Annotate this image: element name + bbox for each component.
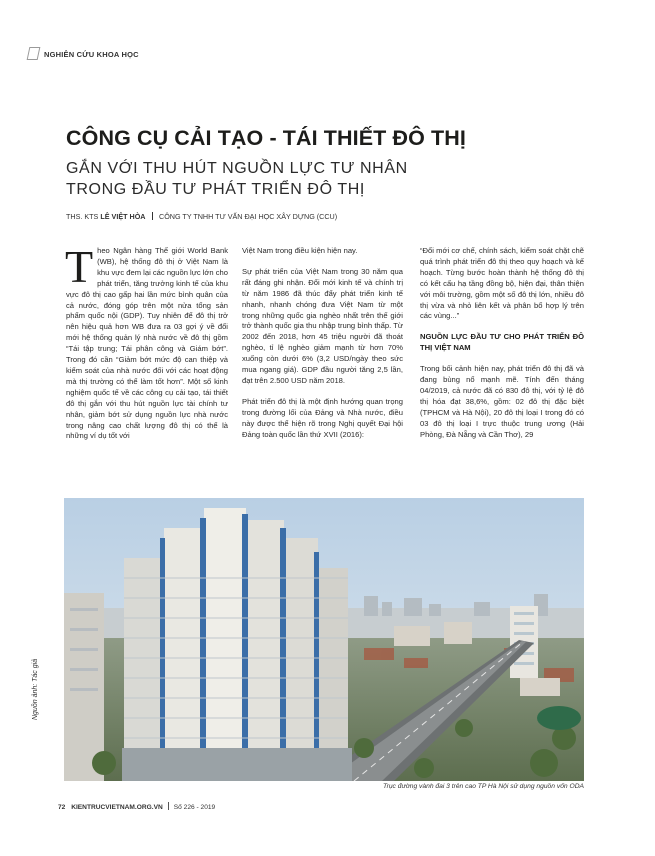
paragraph: Sự phát triển của Việt Nam trong 30 năm qua rất đáng ghi nhận. Đổi mới kinh tế và chính trị từ năm 1986 đã thúc đẩy phát triển kinh tế nhanh, nhanh chóng đưa Việt Nam từ một trong những quốc gia nghèo nhất trên thế giới trở thành quốc gia thu nhập trung bình thấp. Từ 2002 đến 2018, hơn 45 triệu người đã thoát nghèo, tỉ lệ nghèo giảm mạnh từ hơn 70% xuống còn dưới 6% (3,2 USD/ngày theo sức mua ngang giá). GDP đầu người tăng 2,5 lần, đạt trên 2.500 USD năm 2018. xyxy=(242,266,403,385)
photo-caption: Trục đường vành đai 3 trên cao TP Hà Nội sử dụng nguồn vốn ODA xyxy=(383,783,584,790)
subtitle-line-1: GẮN VỚI THU HÚT NGUỒN LỰC TƯ NHÂN xyxy=(66,160,408,177)
text-column-3 xyxy=(420,246,584,451)
author-name: LÊ VIỆT HÒA xyxy=(100,212,146,221)
footer-divider xyxy=(168,802,169,810)
paragraph: Trong bối cảnh hiện nay, phát triển đô thị đã và đang bùng nổ mạnh mẽ. Tính đến tháng 04/2019, cả nước đã có 830 đô thị, với tỷ lệ đô thị hóa đạt 38,6%, gồm: 02 đô thị đặc biệt (TPHCM và Hà Nội), 20 đô thị loại I trong đó có 03 đô thị loại I trực thuộc trung ương (Hải Phòng, Đà Nẵng và Cần Thơ), 29 xyxy=(420,364,584,439)
section-heading: NGUỒN LỰC ĐẦU TƯ CHO PHÁT TRIỂN ĐÔ THỊ VIỆT NAM xyxy=(420,332,584,353)
issue-number: Số 226 - 2019 xyxy=(173,804,216,811)
text-column-1 xyxy=(65,241,228,452)
magazine-name: KIENTRUCVIETNAM.ORG.VN xyxy=(71,804,163,811)
paragraph: Phát triển đô thị là một định hướng quan trọng trong đường lối của Đảng và Nhà nước, điều này được thể hiện rõ trong Nghị quyết Đại hội Đảng toàn quốc lần thứ XVII (2016): xyxy=(242,396,403,439)
article-subtitle xyxy=(66,158,408,200)
paragraph: Việt Nam trong điều kiện hiện nay. xyxy=(242,246,358,255)
section-label: NGHIÊN CỨU KHOA HỌC xyxy=(44,50,139,59)
page-number: 72 xyxy=(58,804,66,811)
paragraph: “Đổi mới cơ chế, chính sách, kiểm soát chặt chẽ quá trình phát triển đô thị theo quy hoạch và kế hoạch. Từng bước hoàn thành hệ thống đô thị có kết cấu hạ tầng đồng bộ, hiện đại, thân thiện với môi trường, gồm một số đô thị lớn, nhiều đô thị vừa và nhỏ liên kết và phân bổ hợp lý trên các vùng...” xyxy=(420,246,584,321)
drop-cap: T xyxy=(65,241,94,292)
subtitle-line-2: TRONG ĐẦU TƯ PHÁT TRIỂN ĐÔ THỊ xyxy=(66,181,365,198)
city-photo-illustration xyxy=(64,498,584,781)
page-footer xyxy=(58,802,215,811)
paragraph xyxy=(65,241,228,442)
author-organization: CÔNG TY TNHH TƯ VẤN ĐẠI HỌC XÂY DỰNG (CCU) xyxy=(159,212,338,221)
author-prefix: THS. KTS xyxy=(66,212,99,221)
section-marker-icon xyxy=(27,47,41,60)
text-column-2 xyxy=(242,246,403,451)
photo-credit: Nguồn ảnh: Tác giả xyxy=(32,658,39,720)
byline-divider xyxy=(152,212,154,220)
paragraph-text: heo Ngân hàng Thế giới World Bank (WB), hệ thống đô thị ở Việt Nam là khu vực đem lại các nguồn lực lớn cho phát triển, tăng trưởng kinh tế của khu vực đô thị cao gấp hai lần mức bình quân của cả nước, đóng góp trên một nửa tổng sản phẩm quốc nội (GDP). Tuy nhiên để đô thị trở nên hiệu quả hơn WB đưa ra 03 gợi ý về đổi mới hệ thống quản lý nhà nước về đô thị gồm “Tái tập trung; Tái phân công và Giám bớt”. Trong đó cần “Giảm bớt mức độ can thiệp và kiểm soát của nhà nước đối với các hoạt động mà thị trường có thể làm tốt hơn”. Một số kinh nghiệm quốc tế về các công cụ cải tạo, tái thiết đô thị gắn với thu hút nguồn lực tài chính tư nhân, giảm bớt sử dụng nguồn lực nhà nước trong nâng cao chất lượng đô thị có thể là những ví dụ tốt với xyxy=(66,246,228,441)
byline xyxy=(66,212,337,221)
article-photo xyxy=(64,498,584,781)
article-title: CÔNG CỤ CẢI TẠO - TÁI THIẾT ĐÔ THỊ xyxy=(66,126,466,150)
